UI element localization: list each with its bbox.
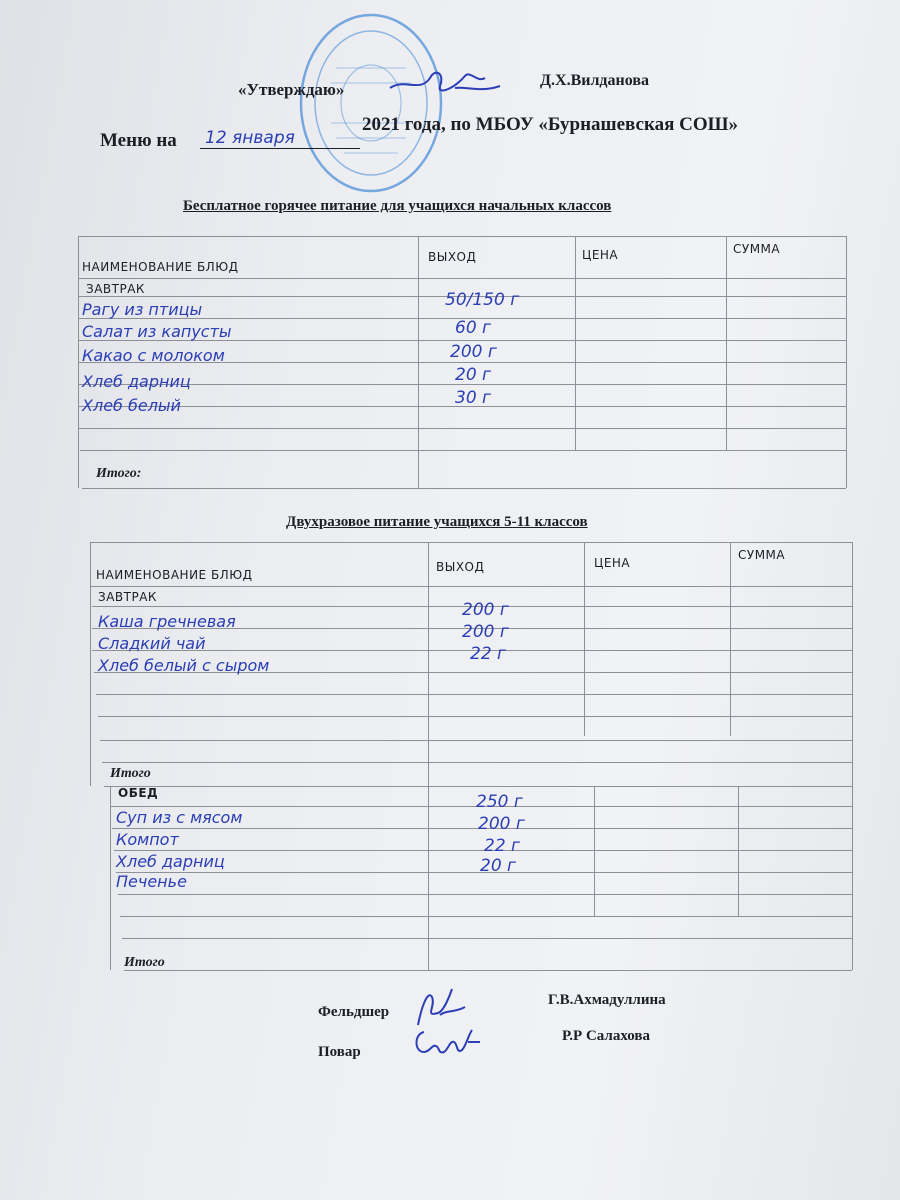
table1-item-name: Хлеб дарниц: [82, 372, 191, 391]
table1-item-output: 60 г: [455, 318, 491, 338]
table2-item-name: Сладкий чай: [98, 634, 206, 653]
table1-col-sum: СУММА: [733, 242, 781, 256]
approver-name: Д.Х.Вилданова: [540, 72, 649, 89]
table2-item-output: 22 г: [470, 644, 506, 664]
approver-signature: [385, 58, 505, 103]
table2-col-price: ЦЕНА: [594, 556, 631, 570]
table1-item-output: 30 г: [455, 388, 491, 408]
table2-item-output: 22 г: [484, 836, 520, 856]
cook-label: Повар: [318, 1044, 361, 1060]
table2-item-output: 250 г: [476, 792, 523, 812]
menu-prefix: Меню на: [100, 130, 177, 151]
table2-item-name: Компот: [116, 830, 179, 849]
table1-item-output: 50/150 г: [445, 290, 520, 310]
table1-item-name: Рагу из птицы: [82, 300, 203, 319]
table2-lunch-total-label: Итого: [124, 955, 165, 970]
table2-item-name: Хлеб дарниц: [116, 852, 225, 871]
table1-item-output: 200 г: [450, 342, 497, 362]
table2-title: Двухразовое питание учащихся 5-11 классов: [286, 514, 588, 530]
table1-total-label: Итого:: [96, 466, 142, 481]
feldsher-label: Фельдшер: [318, 1004, 390, 1020]
menu-date: 12 января: [205, 128, 295, 148]
table1-item-name: Хлеб белый: [82, 396, 181, 415]
table2-item-name: Хлеб белый с сыром: [98, 656, 270, 675]
table2-item-output: 200 г: [478, 814, 525, 834]
table2-col-name: НАИМЕНОВАНИЕ БЛЮД: [96, 568, 253, 582]
table2-item-name: Суп из с мясом: [116, 808, 243, 827]
table2-breakfast-total-label: Итого: [110, 766, 151, 781]
round-stamp: [296, 8, 446, 198]
table2-item-output: 20 г: [480, 856, 516, 876]
cook-name: Р.Р Салахова: [562, 1028, 650, 1044]
menu-suffix: 2021 года, по МБОУ «Бурнашевская СОШ»: [362, 114, 738, 135]
table1-section-breakfast: ЗАВТРАК: [86, 282, 145, 296]
table2-item-output: 200 г: [462, 600, 509, 620]
table1-col-output: ВЫХОД: [428, 250, 477, 264]
table1-col-price: ЦЕНА: [582, 248, 619, 262]
table2-item-output: 200 г: [462, 622, 509, 642]
feldsher-name: Г.В.Ахмадуллина: [548, 992, 666, 1008]
cook-signature: [410, 1022, 485, 1062]
approve-label: «Утверждаю»: [238, 80, 345, 99]
table2-col-output: ВЫХОД: [436, 560, 485, 574]
table1-col-name: НАИМЕНОВАНИЕ БЛЮД: [82, 260, 239, 274]
table1-item-name: Какао с молоком: [82, 346, 225, 365]
table2-section-breakfast: ЗАВТРАК: [98, 590, 157, 604]
table1-item-output: 20 г: [455, 365, 491, 385]
table2-item-name: Каша гречневая: [98, 612, 236, 631]
table2-item-name: Печенье: [116, 872, 187, 891]
table2-section-lunch: ОБЕД: [118, 786, 159, 800]
table1-item-name: Салат из капусты: [82, 322, 232, 341]
table1-title: Бесплатное горячее питание для учащихся начальных классов: [183, 198, 612, 214]
table2-col-sum: СУММА: [738, 548, 786, 562]
date-underline: [200, 148, 360, 149]
